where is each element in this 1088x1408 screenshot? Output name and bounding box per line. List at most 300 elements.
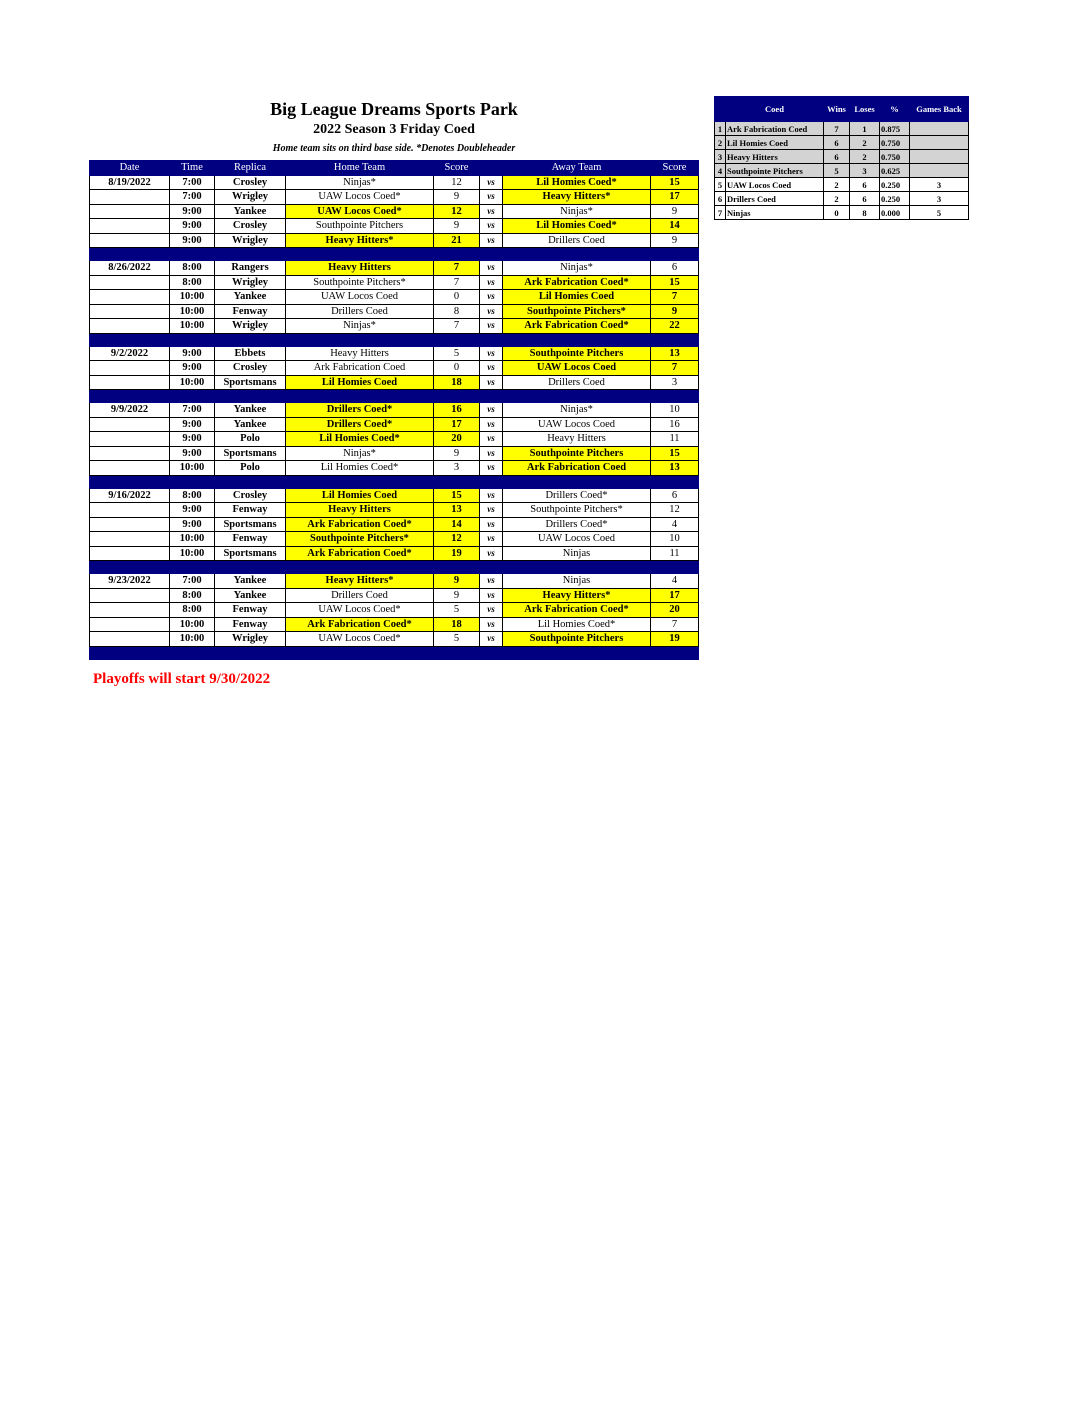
game-time: 10:00 — [170, 304, 215, 319]
standings-row — [715, 206, 969, 220]
game-row — [90, 403, 699, 418]
home-score: 9 — [434, 588, 480, 603]
game-date — [90, 632, 170, 647]
standings-rank: 7 — [715, 206, 726, 220]
away-score: 10 — [651, 403, 699, 418]
away-score: 9 — [651, 204, 699, 219]
game-time: 10:00 — [170, 617, 215, 632]
standings-games-back — [910, 122, 969, 136]
home-score: 19 — [434, 546, 480, 561]
separator-cell — [90, 248, 170, 261]
standings-rank: 6 — [715, 192, 726, 206]
standings-table — [714, 96, 969, 220]
away-score: 15 — [651, 275, 699, 290]
game-row — [90, 375, 699, 390]
game-time: 7:00 — [170, 190, 215, 205]
game-time: 9:00 — [170, 219, 215, 234]
separator-cell — [434, 646, 480, 659]
away-team: Heavy Hitters* — [503, 588, 651, 603]
game-row — [90, 204, 699, 219]
separator-cell — [170, 475, 215, 488]
game-date — [90, 375, 170, 390]
away-score: 7 — [651, 617, 699, 632]
away-score: 7 — [651, 361, 699, 376]
standings-pct-header: % — [880, 97, 910, 122]
away-team: Ninjas* — [503, 403, 651, 418]
game-date — [90, 446, 170, 461]
standings-team: Ark Fabrication Coed — [726, 122, 824, 136]
game-field: Polo — [215, 461, 286, 476]
standings-pct: 0.750 — [880, 150, 910, 164]
game-row — [90, 304, 699, 319]
game-field: Wrigley — [215, 319, 286, 334]
separator-cell — [215, 248, 286, 261]
game-row — [90, 532, 699, 547]
game-field: Fenway — [215, 603, 286, 618]
away-team: Ark Fabrication Coed* — [503, 319, 651, 334]
home-team: Heavy Hitters — [286, 346, 434, 361]
away-score: 4 — [651, 574, 699, 589]
away-team: Drillers Coed — [503, 233, 651, 248]
standings-loses: 2 — [850, 150, 880, 164]
away-score: 7 — [651, 290, 699, 305]
home-score: 17 — [434, 417, 480, 432]
away-team: Drillers Coed — [503, 375, 651, 390]
away-team: Lil Homies Coed* — [503, 219, 651, 234]
week-separator — [90, 646, 699, 659]
separator-cell — [90, 475, 170, 488]
game-date — [90, 617, 170, 632]
game-date — [90, 588, 170, 603]
game-field: Yankee — [215, 204, 286, 219]
home-team: Lil Homies Coed* — [286, 432, 434, 447]
vs-label: vs — [480, 361, 503, 376]
standings-loses-header: Loses — [850, 97, 880, 122]
home-team: Ark Fabrication Coed* — [286, 617, 434, 632]
vs-label: vs — [480, 617, 503, 632]
separator-cell — [170, 561, 215, 574]
separator-cell — [434, 561, 480, 574]
game-date — [90, 603, 170, 618]
away-score: 17 — [651, 190, 699, 205]
game-field: Sportsmans — [215, 375, 286, 390]
separator-cell — [480, 475, 503, 488]
game-time: 8:00 — [170, 488, 215, 503]
week-separator — [90, 333, 699, 346]
home-score: 5 — [434, 632, 480, 647]
home-score: 3 — [434, 461, 480, 476]
separator-cell — [215, 646, 286, 659]
game-time: 8:00 — [170, 275, 215, 290]
game-field: Fenway — [215, 617, 286, 632]
separator-cell — [170, 248, 215, 261]
game-time: 10:00 — [170, 319, 215, 334]
game-row — [90, 261, 699, 276]
away-score: 16 — [651, 417, 699, 432]
home-score: 9 — [434, 574, 480, 589]
game-field: Wrigley — [215, 275, 286, 290]
away-score: 12 — [651, 503, 699, 518]
game-row — [90, 432, 699, 447]
vs-label: vs — [480, 532, 503, 547]
game-time: 7:00 — [170, 403, 215, 418]
away-score: 13 — [651, 346, 699, 361]
game-row — [90, 588, 699, 603]
standings-loses: 8 — [850, 206, 880, 220]
home-score: 9 — [434, 219, 480, 234]
separator-cell — [503, 561, 651, 574]
standings-games-back: 3 — [910, 178, 969, 192]
game-row — [90, 233, 699, 248]
standings-header-row — [715, 97, 969, 122]
game-row — [90, 417, 699, 432]
home-team: UAW Locos Coed* — [286, 204, 434, 219]
separator-cell — [90, 390, 170, 403]
game-row — [90, 461, 699, 476]
week-separator — [90, 390, 699, 403]
away-team: Southpointe Pitchers* — [503, 304, 651, 319]
game-field: Crosley — [215, 361, 286, 376]
game-date — [90, 319, 170, 334]
game-field: Polo — [215, 432, 286, 447]
game-field: Yankee — [215, 574, 286, 589]
vs-label: vs — [480, 219, 503, 234]
week-separator — [90, 248, 699, 261]
game-field: Fenway — [215, 304, 286, 319]
home-team: Lil Homies Coed* — [286, 461, 434, 476]
home-score: 21 — [434, 233, 480, 248]
standings-row — [715, 136, 969, 150]
home-score: 9 — [434, 190, 480, 205]
separator-cell — [480, 248, 503, 261]
standings-loses: 2 — [850, 136, 880, 150]
separator-cell — [503, 390, 651, 403]
standings-loses: 3 — [850, 164, 880, 178]
away-team: Southpointe Pitchers — [503, 632, 651, 647]
away-team: Ark Fabrication Coed* — [503, 603, 651, 618]
vs-label: vs — [480, 588, 503, 603]
home-team: Heavy Hitters — [286, 503, 434, 518]
separator-cell — [651, 561, 699, 574]
home-score: 12 — [434, 204, 480, 219]
away-team: Drillers Coed* — [503, 517, 651, 532]
standings-loses: 6 — [850, 192, 880, 206]
standings-wins: 6 — [824, 150, 850, 164]
col-away-score-header: Score — [651, 161, 699, 176]
game-date: 8/19/2022 — [90, 175, 170, 190]
game-date — [90, 503, 170, 518]
separator-cell — [503, 475, 651, 488]
home-team: Drillers Coed* — [286, 417, 434, 432]
separator-cell — [170, 333, 215, 346]
home-team: Southpointe Pitchers* — [286, 275, 434, 290]
separator-cell — [286, 646, 434, 659]
home-score: 7 — [434, 275, 480, 290]
separator-cell — [651, 248, 699, 261]
game-date — [90, 361, 170, 376]
away-team: Heavy Hitters* — [503, 190, 651, 205]
game-time: 9:00 — [170, 517, 215, 532]
standings-team: UAW Locos Coed — [726, 178, 824, 192]
home-score: 13 — [434, 503, 480, 518]
away-team: Ninjas — [503, 546, 651, 561]
home-team: Ark Fabrication Coed — [286, 361, 434, 376]
away-score: 3 — [651, 375, 699, 390]
standings-rank: 1 — [715, 122, 726, 136]
standings-wins: 6 — [824, 136, 850, 150]
home-team: Drillers Coed — [286, 304, 434, 319]
away-team: UAW Locos Coed — [503, 532, 651, 547]
away-score: 15 — [651, 175, 699, 190]
home-team: Ark Fabrication Coed* — [286, 546, 434, 561]
away-team: Drillers Coed* — [503, 488, 651, 503]
game-time: 10:00 — [170, 375, 215, 390]
standings-row — [715, 164, 969, 178]
away-score: 20 — [651, 603, 699, 618]
away-score: 14 — [651, 219, 699, 234]
home-team-note: Home team sits on third base side. *Denotes Doubleheader — [272, 143, 516, 154]
home-team: Southpointe Pitchers* — [286, 532, 434, 547]
game-time: 9:00 — [170, 361, 215, 376]
game-date: 9/16/2022 — [90, 488, 170, 503]
separator-cell — [170, 390, 215, 403]
separator-cell — [215, 390, 286, 403]
standings-team: Southpointe Pitchers — [726, 164, 824, 178]
game-date: 9/9/2022 — [90, 403, 170, 418]
game-date: 8/26/2022 — [90, 261, 170, 276]
game-time: 8:00 — [170, 588, 215, 603]
col-vs-header — [480, 161, 503, 176]
game-field: Sportsmans — [215, 446, 286, 461]
separator-cell — [286, 561, 434, 574]
vs-label: vs — [480, 261, 503, 276]
game-row — [90, 219, 699, 234]
game-time: 9:00 — [170, 503, 215, 518]
game-time: 9:00 — [170, 346, 215, 361]
vs-label: vs — [480, 375, 503, 390]
schedule-table — [89, 160, 699, 660]
game-field: Sportsmans — [215, 517, 286, 532]
away-score: 6 — [651, 488, 699, 503]
separator-cell — [434, 390, 480, 403]
game-time: 8:00 — [170, 261, 215, 276]
away-team: UAW Locos Coed — [503, 361, 651, 376]
separator-cell — [215, 475, 286, 488]
game-time: 10:00 — [170, 632, 215, 647]
game-field: Crosley — [215, 175, 286, 190]
standings-rank: 2 — [715, 136, 726, 150]
away-team: Lil Homies Coed — [503, 290, 651, 305]
away-score: 6 — [651, 261, 699, 276]
game-field: Crosley — [215, 219, 286, 234]
away-team: Ninjas — [503, 574, 651, 589]
game-time: 10:00 — [170, 290, 215, 305]
vs-label: vs — [480, 432, 503, 447]
standings-row — [715, 178, 969, 192]
playoffs-note: Playoffs will start 9/30/2022 — [93, 671, 271, 687]
away-score: 9 — [651, 304, 699, 319]
standings-pct: 0.625 — [880, 164, 910, 178]
vs-label: vs — [480, 446, 503, 461]
separator-cell — [503, 646, 651, 659]
week-separator — [90, 561, 699, 574]
col-home-team-header: Home Team — [286, 161, 434, 176]
home-score: 12 — [434, 532, 480, 547]
game-row — [90, 574, 699, 589]
col-replica-header: Replica — [215, 161, 286, 176]
game-row — [90, 346, 699, 361]
separator-cell — [215, 333, 286, 346]
home-score: 20 — [434, 432, 480, 447]
game-date — [90, 532, 170, 547]
home-score: 14 — [434, 517, 480, 532]
page-subtitle: 2022 Season 3 Friday Coed — [313, 122, 475, 137]
vs-label: vs — [480, 319, 503, 334]
home-team: UAW Locos Coed* — [286, 603, 434, 618]
standings-team: Lil Homies Coed — [726, 136, 824, 150]
home-team: Lil Homies Coed — [286, 488, 434, 503]
separator-cell — [286, 475, 434, 488]
separator-cell — [170, 646, 215, 659]
separator-cell — [90, 646, 170, 659]
home-score: 0 — [434, 290, 480, 305]
standings-loses: 1 — [850, 122, 880, 136]
separator-cell — [651, 475, 699, 488]
separator-cell — [215, 561, 286, 574]
standings-loses: 6 — [850, 178, 880, 192]
standings-team: Drillers Coed — [726, 192, 824, 206]
standings-rank-header — [715, 97, 726, 122]
home-team: Drillers Coed* — [286, 403, 434, 418]
game-time: 9:00 — [170, 204, 215, 219]
away-team: UAW Locos Coed — [503, 417, 651, 432]
standings-pct: 0.000 — [880, 206, 910, 220]
away-score: 10 — [651, 532, 699, 547]
game-date — [90, 417, 170, 432]
game-time: 8:00 — [170, 603, 215, 618]
schedule-body — [90, 175, 699, 659]
standings-games-back: 5 — [910, 206, 969, 220]
week-separator — [90, 475, 699, 488]
game-row — [90, 503, 699, 518]
separator-cell — [434, 475, 480, 488]
home-score: 7 — [434, 261, 480, 276]
game-date — [90, 219, 170, 234]
standings-pct: 0.250 — [880, 192, 910, 206]
game-row — [90, 488, 699, 503]
game-row — [90, 361, 699, 376]
home-score: 7 — [434, 319, 480, 334]
game-date — [90, 517, 170, 532]
game-row — [90, 290, 699, 305]
home-score: 18 — [434, 375, 480, 390]
home-score: 9 — [434, 446, 480, 461]
home-team: Drillers Coed — [286, 588, 434, 603]
vs-label: vs — [480, 190, 503, 205]
game-field: Ebbets — [215, 346, 286, 361]
game-row — [90, 319, 699, 334]
game-date — [90, 233, 170, 248]
home-score: 18 — [434, 617, 480, 632]
home-team: Lil Homies Coed — [286, 375, 434, 390]
separator-cell — [286, 333, 434, 346]
separator-cell — [503, 248, 651, 261]
standings-pct: 0.875 — [880, 122, 910, 136]
separator-cell — [434, 248, 480, 261]
standings-gb-header: Games Back — [910, 97, 969, 122]
game-date — [90, 204, 170, 219]
home-score: 8 — [434, 304, 480, 319]
separator-cell — [286, 248, 434, 261]
home-team: Heavy Hitters* — [286, 574, 434, 589]
vs-label: vs — [480, 346, 503, 361]
game-time: 9:00 — [170, 417, 215, 432]
standings-rank: 3 — [715, 150, 726, 164]
away-score: 17 — [651, 588, 699, 603]
vs-label: vs — [480, 304, 503, 319]
vs-label: vs — [480, 503, 503, 518]
game-field: Rangers — [215, 261, 286, 276]
standings-team: Heavy Hitters — [726, 150, 824, 164]
away-team: Ninjas* — [503, 261, 651, 276]
game-row — [90, 175, 699, 190]
separator-cell — [480, 646, 503, 659]
home-team: UAW Locos Coed — [286, 290, 434, 305]
col-time-header: Time — [170, 161, 215, 176]
col-home-score-header: Score — [434, 161, 480, 176]
standings-wins: 2 — [824, 192, 850, 206]
standings-wins: 0 — [824, 206, 850, 220]
vs-label: vs — [480, 403, 503, 418]
standings-row — [715, 192, 969, 206]
game-field: Yankee — [215, 588, 286, 603]
separator-cell — [503, 333, 651, 346]
away-score: 22 — [651, 319, 699, 334]
away-score: 9 — [651, 233, 699, 248]
standings-games-back — [910, 136, 969, 150]
vs-label: vs — [480, 517, 503, 532]
game-row — [90, 632, 699, 647]
vs-label: vs — [480, 632, 503, 647]
game-field: Fenway — [215, 503, 286, 518]
game-date — [90, 304, 170, 319]
away-team: Southpointe Pitchers — [503, 446, 651, 461]
separator-cell — [651, 390, 699, 403]
home-team: Heavy Hitters — [286, 261, 434, 276]
schedule-header-row — [90, 161, 699, 176]
game-field: Wrigley — [215, 233, 286, 248]
home-score: 5 — [434, 346, 480, 361]
home-team: Heavy Hitters* — [286, 233, 434, 248]
home-team: Ninjas* — [286, 319, 434, 334]
separator-cell — [286, 390, 434, 403]
game-date — [90, 275, 170, 290]
game-time: 10:00 — [170, 546, 215, 561]
away-team: Lil Homies Coed* — [503, 175, 651, 190]
game-field: Crosley — [215, 488, 286, 503]
game-row — [90, 546, 699, 561]
home-team: UAW Locos Coed* — [286, 632, 434, 647]
home-team: Southpointe Pitchers — [286, 219, 434, 234]
vs-label: vs — [480, 574, 503, 589]
col-date-header: Date — [90, 161, 170, 176]
game-time: 10:00 — [170, 532, 215, 547]
standings-wins: 5 — [824, 164, 850, 178]
home-score: 5 — [434, 603, 480, 618]
vs-label: vs — [480, 461, 503, 476]
standings-pct: 0.250 — [880, 178, 910, 192]
game-field: Fenway — [215, 532, 286, 547]
